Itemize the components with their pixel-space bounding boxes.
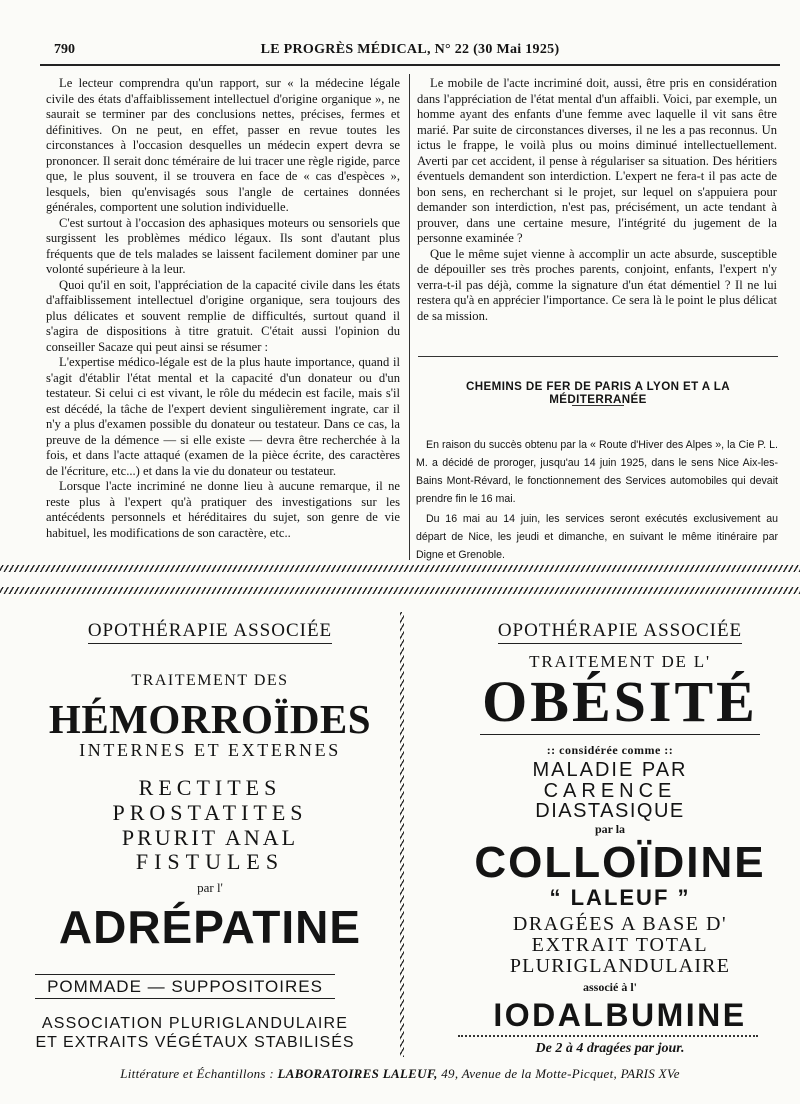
hatched-separator bbox=[0, 587, 800, 594]
article-paragraph: Que le même sujet vienne à accomplir un acte absurde, susceptible de dépouiller ses très proches parents, conjoint, enfants, l'expert n'y verra-t-il pas déjà, comme la signature d'un état démentiel ? Il ne lui restera qu'à en apprécier l'importance. Ce sera là le point le plus délicat de sa mission. bbox=[417, 246, 777, 323]
article-paragraph: L'expertise médico-légale est de la plus haute importance, quand il s'agit d'établir l'état mental et la capacité d'un donateur ou d'un testateur. Si celui ci est vivant, le rôle du médecin est facile, mais s'il est décédé, la tâche de l'expert devient singulièrement ingrate, car il n'y a plus d'examen possible du donateur ou testateur. Dans ce cas, la preuve de la démence — si elle existe — devra être recherchée à la fois, et dans l'acte attaqué (examen de la pièce écrite, des caractères de l'écriture, etc...) et dans la vie du donateur ou testateur. bbox=[46, 355, 400, 478]
ad-left-condition: PRURIT ANAL bbox=[121, 825, 299, 850]
notice-paragraph: Du 16 mai au 14 juin, les services seront exécutés exclusivement au départ de Nice, les jeudi et dimanche, en suivant le même itinéraire par Digne et Grenoble. bbox=[416, 513, 778, 561]
ad-left-title: HÉMORROÏDES bbox=[48, 696, 372, 742]
article-right-column bbox=[417, 76, 777, 324]
ad-right-heading bbox=[450, 620, 790, 642]
ad-right-dragees: PLURIGLANDULAIRE bbox=[509, 955, 731, 977]
ad-right-product-sub: “ LALEUF ” bbox=[549, 885, 691, 910]
notice-title-rule bbox=[572, 405, 624, 406]
ad-right-line: MALADIE PAR bbox=[532, 759, 688, 781]
ad-right-rule bbox=[480, 734, 760, 735]
article-paragraph: Le mobile de l'acte incriminé doit, aussi, être pris en considération dans l'appréciation de l'état mental d'un affaibli. Voici, par exemple, un homme ayant des enfants d'une femme avec laquelle il vit sans être marié. Par suite de circonstances diverses, il ne les a pas reconnus. Un ictus le frappe, le voilà plus ou moins diminué intellectuellement. Averti par cet accident, il pense à régulariser sa situation. Des héritiers éventuels demandent son interdiction. L'expert ne fera-t il pas acte de bon sens, en recherchant si le projet, sur lequel on s'appuiera pour demander son interdiction, n'est pas, précisément, un acte tendant à prouver, dans une certaine mesure, l'intégrité du jugement de la personne examinée ? bbox=[417, 76, 777, 245]
journal-title: LE PROGRÈS MÉDICAL, N° 22 (30 Mai 1925) bbox=[260, 42, 560, 57]
article-paragraph: C'est surtout à l'occasion des aphasiques moteurs ou sensoriels que surgissent les problèmes médico légaux. Ils sont d'autant plus fréquents que de tels malades se laissent facilement dominer par une volonté supérieure à la leur. bbox=[46, 215, 400, 276]
article-left-column bbox=[46, 76, 400, 541]
ad-right-associated: associé à l' bbox=[583, 980, 637, 994]
page-footer bbox=[20, 1066, 780, 1082]
article-paragraph: Le lecteur comprendra qu'un rapport, sur « la médecine légale civile des états d'affaiblissement intellectuel d'origine organique », ne saurait se terminer par des conclusions nettes, précises, fermes et définitives. On ne peut, en effet, passer en revue toutes les circonstances à l'occasion desquelles un médecin expert devra se prononcer. Il serait donc téméraire de lui tracer une règle rigide, parce que, le plus souvent, il se trouvera en face de « cas d'espèces », lesquels, bien qu'envisagés sous l'angle de certaines données générales, comportent une solution individuelle. bbox=[46, 76, 400, 214]
article-paragraph: Lorsque l'acte incriminé ne donne lieu à aucune remarque, il ne reste plus à l'expert qu'à pratiquer des investigations sur les antécédents personnels et héréditaires du sujet, son genre de vie habituel, les modifications de son caractère, etc.. bbox=[46, 479, 400, 540]
ad-right-considered: :: considérée comme :: bbox=[546, 743, 674, 757]
ad-left-forms: POMMADE — SUPPOSITOIRES bbox=[35, 974, 335, 999]
article-paragraph: Quoi qu'il en soit, l'appréciation de la capacité civile dans les états d'affaiblissement intellectuel d'origine organique, sera toujours des plus délicates et souvent remplie de difficultés, surtout quand il s'agira de dispositions à titre gratuit. C'était aussi l'opinion du conseiller Sacaze qui peut ainsi se résumer : bbox=[46, 277, 400, 354]
hatched-separator bbox=[0, 565, 800, 572]
ad-left-condition: FISTULES bbox=[135, 849, 285, 874]
ad-right-line: CARENCE bbox=[543, 780, 677, 802]
ad-right-dragees: EXTRAIT TOTAL bbox=[531, 934, 709, 956]
ad-left-extracts: ET EXTRAITS VÉGÉTAUX STABILISÉS bbox=[35, 1034, 355, 1051]
ad-left-heading bbox=[40, 620, 380, 642]
ad-right-dragees: DRAGÉES A BASE D' bbox=[512, 913, 728, 935]
footer-prefix: Littérature et Échantillons : bbox=[120, 1066, 274, 1081]
ad-right-dose: De 2 à 4 dragées par jour. bbox=[535, 1041, 685, 1056]
ad-right-line: DIASTASIQUE bbox=[535, 800, 685, 822]
page-header bbox=[40, 40, 780, 66]
footer-lab: LABORATOIRES LALEUF, bbox=[277, 1066, 438, 1081]
ad-right-dotted-rule bbox=[458, 1035, 758, 1037]
notice-paragraph: En raison du succès obtenu par la « Route d'Hiver des Alpes », la Cie P. L. M. a décidé de proroger, jusqu'au 14 juin 1925, dans le sens Nice Aix-les-Bains Mont-Révard, le fonctionnement des Services automobiles qui devait prendre fin le 16 mai. bbox=[416, 439, 778, 505]
ad-right-product2: IODALBUMINE bbox=[493, 997, 747, 1033]
ad-right-by: par la bbox=[594, 822, 626, 836]
ad-right-treatment: TRAITEMENT DE L' bbox=[529, 652, 711, 671]
ad-left-condition: PROSTATITES bbox=[112, 800, 308, 825]
ad-left-by: par l' bbox=[197, 880, 223, 895]
notice-top-rule bbox=[418, 356, 778, 357]
ad-right-product: COLLOÏDINE bbox=[474, 838, 766, 887]
ad-right-heading-text: OPOTHÉRAPIE ASSOCIÉE bbox=[498, 620, 742, 644]
column-divider bbox=[409, 74, 410, 560]
ad-left-heading-text: OPOTHÉRAPIE ASSOCIÉE bbox=[88, 620, 332, 644]
ad-left-condition: RECTITES bbox=[138, 775, 282, 800]
notice-body bbox=[416, 436, 778, 564]
footer-address: 49, Avenue de la Motte-Picquet, PARIS XVe bbox=[441, 1066, 680, 1081]
ad-right-title: OBÉSITÉ bbox=[482, 669, 758, 734]
page-number: 790 bbox=[54, 42, 75, 57]
ad-left-association: ASSOCIATION PLURIGLANDULAIRE bbox=[41, 1015, 349, 1032]
ad-left-treatment: TRAITEMENT DES bbox=[131, 672, 289, 689]
ad-left-subtitle: INTERNES ET EXTERNES bbox=[79, 740, 341, 760]
notice-title: CHEMINS DE FER DE PARIS A LYON ET A LA MÉDITERRANÉE bbox=[465, 380, 731, 406]
ad-divider bbox=[400, 612, 404, 1057]
ad-left-product: ADRÉPATINE bbox=[58, 901, 362, 953]
